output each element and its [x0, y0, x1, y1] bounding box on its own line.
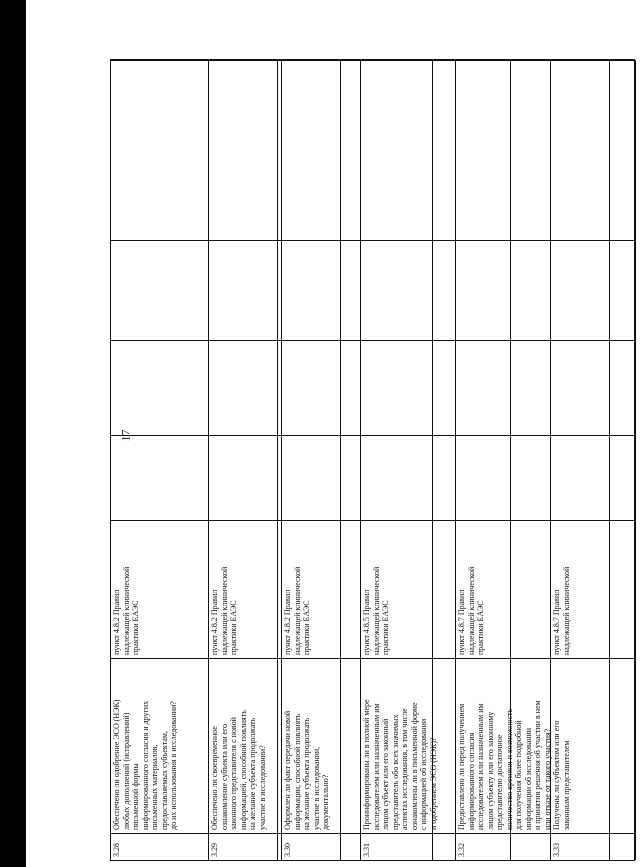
reference-text	[208, 520, 281, 658]
question-text	[208, 658, 281, 833]
reference-text-text: пункт 4.8.5 Правил надлежащей клинической практики ЕАЭС	[362, 566, 390, 655]
page-number: 17	[118, 429, 133, 442]
document-page	[26, 0, 640, 867]
question-text	[550, 658, 635, 833]
reference-text	[455, 520, 550, 658]
reference-text-text: пункт 4.8.7 Правил надлежащей клинической	[552, 566, 571, 655]
row-number-text: 3.30	[283, 843, 292, 857]
reference-text	[360, 520, 455, 658]
column-divider	[110, 435, 635, 436]
question-text	[455, 658, 550, 833]
row-number	[360, 833, 455, 860]
question-text-text: Предоставлено ли перед получением информированного согласия исследователем или назначенным им лицом субъекту или его законному представителю достаточное количество времени и возможность для получения более подробной информации об исследовании и принятия решения об участии в нем или отказе от такого участия?	[457, 700, 552, 830]
reference-text-text: пункт 4.8.2 Правил надлежащей клинической практики ЕАЭС	[112, 566, 140, 655]
row-number	[110, 833, 208, 860]
row-number	[455, 833, 550, 860]
reference-text	[550, 520, 635, 658]
question-text-text: Проинформированы ли в полной мере исследователем или назначенным им лицом субъект или его законный представитель обо всех значимых аспектах исследования, в том числе ознакомлены ли в письменной форме с информацией об исследовании и одобрением ЭСО (НЭК)?	[362, 699, 438, 830]
reference-text	[110, 520, 208, 658]
question-text-text: Получены ли субъектом или его законным представителем	[552, 720, 571, 830]
question-text	[360, 658, 455, 833]
column-divider	[110, 60, 635, 61]
question-text-text: Обеспечено ли одобрение ЭСО (НЭК) любых дополнений (исправлений) письменной формы информированного согласия и других письменных материалов, предоставляемых субъектам, до их использования в исследовании?	[112, 699, 178, 830]
checklist-table	[110, 59, 635, 861]
question-text-text: Обеспечено ли своевременное ознакомление субъекта или его законного представителя с новой информацией, способной повлиять на желание субъекта продолжать участие в исследовании?	[210, 710, 267, 830]
question-text	[110, 658, 208, 833]
column-divider	[110, 340, 635, 341]
reference-text	[281, 520, 360, 658]
column-divider	[110, 240, 635, 241]
row-number-text: 3.33	[552, 843, 561, 857]
row-number	[281, 833, 360, 860]
row-number-text: 3.32	[457, 843, 466, 857]
row-number	[208, 833, 281, 860]
column-divider	[110, 860, 635, 861]
row-divider	[635, 60, 636, 860]
reference-text-text: пункт 4.8.2 Правил надлежащей клинической практики ЕАЭС	[283, 566, 311, 655]
row-number-text: 3.31	[362, 843, 371, 857]
reference-text-text: пункт 4.8.2 Правил надлежащей клинической практики ЕАЭС	[210, 566, 238, 655]
row-number-text: 3.29	[210, 843, 219, 857]
question-text-text: Оформлен ли факт передачи новой информации, способной повлиять на желание субъекта продолжать участие в исследовании, документально?	[283, 710, 330, 830]
reference-text-text: пункт 4.8.7 Правил надлежащей клинической практики ЕАЭС	[457, 566, 485, 655]
row-number-text: 3.28	[112, 843, 121, 857]
row-number	[550, 833, 635, 860]
question-text	[281, 658, 360, 833]
